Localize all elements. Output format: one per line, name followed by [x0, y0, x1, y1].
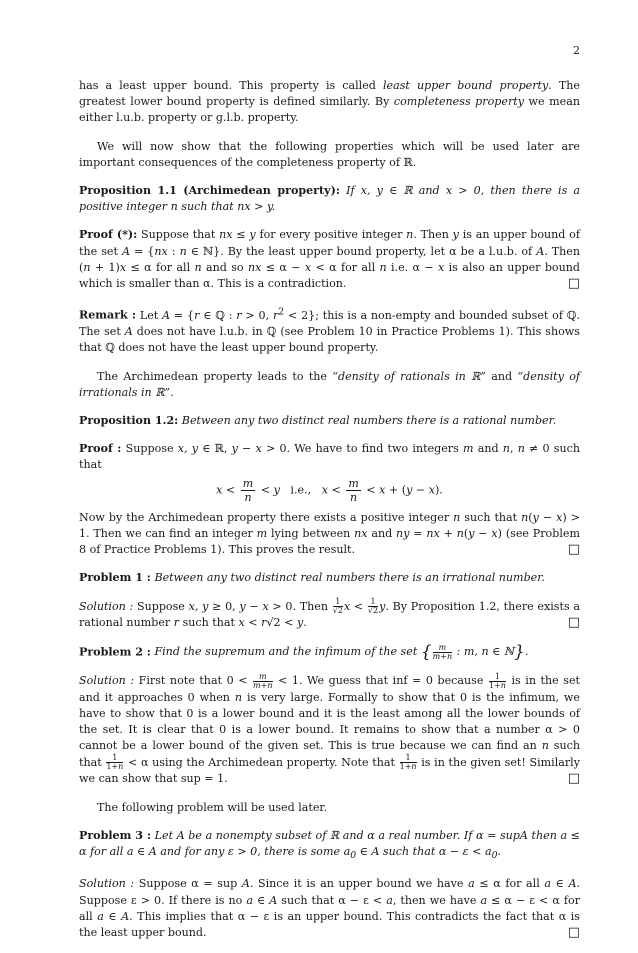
solution-3 — [79, 876, 580, 941]
proposition-1-2 — [79, 413, 580, 429]
problem-1-statement: Between any two distinct real numbers there is an irrational number. — [154, 571, 545, 585]
remark-body: Let A = {r ∈ ℚ : r > 0, $r^2 < 2$}; this is a non-empty and bounded subset of ℚ. The set A does not have l.u.b. in ℚ (see Problem 10 in Practice Problems 1). This shows that ℚ does not have the least upper bound property. — [79, 306, 580, 355]
paragraph-following: The following problem will be used later. — [97, 800, 328, 814]
proof-prop-1-2-intro — [79, 441, 580, 473]
proof-prop-1-2-rest — [79, 510, 580, 559]
proposition-1-1-label: Proposition 1.1 (Archimedean property): — [79, 184, 340, 198]
problem-3-statement: Let A be a nonempty subset of ℝ and α a real number. If α = supA then a ≤ α for all a ∈ A and for any ε > 0, there is some $a_0$ ∈ A such that $\alpha - \varepsilon < a_0$. — [79, 828, 580, 862]
qed-symbol: □ — [567, 276, 580, 292]
problem-3-label: Problem 3 : — [79, 828, 152, 842]
qed-symbol: □ — [567, 615, 580, 631]
paragraph-lub-property: has a least upper bound. This property is called least upper bound property. The greatest lower bound property is defined similarly. By completeness property we mean either l.u.b. property or g.l.b. property. — [79, 79, 580, 125]
solution-2 — [79, 673, 580, 788]
page-content — [79, 78, 580, 953]
page-number: 2 — [573, 44, 580, 57]
display-inequality: x < $\frac{m}{n}$ < y i.e., x < $\frac{m}{n}$ < x + (y − x). — [216, 476, 443, 504]
problem-3 — [79, 828, 580, 865]
proof-label: Proof : — [79, 442, 122, 456]
paragraph-consequences: We will now show that the following properties which will be used later are important consequences of the completeness property of ℝ. — [79, 139, 580, 169]
qed-symbol: □ — [567, 771, 580, 787]
solution-1-text: Solution : Suppose x, y ≥ 0, y − x > 0. Then $\frac{1}{√2}$ x < $\frac{1}{√2}$ y. By Proposition 1.2, there exists a rational number r such that x < r√2 < y. — [79, 597, 580, 630]
proof-rest-text: Now by the Archimedean property there exists a positive integer n such that n(y − x) > 1. Then we can find an integer m lying between nx and ny = nx + n(y − x) (see Problem 8 of Practice Problems 1). This proves the result. — [79, 510, 581, 556]
proof-star-body: Suppose that nx ≤ y for every positive integer n. Then y is an upper bound of the set A = {nx : n ∈ ℕ}. By the least upper bound property, let α be a l.u.b. of A. Then (n + 1)x ≤ α for all n and so nx ≤ α − x < α for all n i.e. α − x is also an upper bound which is smaller than α. This is a contradiction. — [79, 228, 581, 291]
proposition-1-2-statement: Between any two distinct real numbers there is a rational number. — [181, 413, 557, 427]
problem-1 — [79, 570, 580, 586]
paragraph-density: The Archimedean property leads to the “density of rationals in ℝ” and “density of irrationals in ℝ”. — [79, 369, 580, 399]
proof-star-label: Proof (*): — [79, 228, 138, 242]
qed-symbol: □ — [567, 925, 580, 941]
solution-3-text: Solution : Suppose α = sup A. Since it is an upper bound we have a ≤ α for all a ∈ A. Suppose ε > 0. If there is no a ∈ A such that α − ε < a, then we have a ≤ α − ε < α for all a ∈ A. This implies that α − ε is an upper bound. This contradicts the fact that α is the least upper bound. — [79, 877, 580, 940]
qed-symbol: □ — [567, 541, 580, 557]
remark-label: Remark : — [79, 308, 136, 322]
problem-2-label: Problem 2 : — [79, 645, 151, 659]
proposition-1-1-statement: If x, y ∈ ℝ and x > 0, then there is a positive integer n such that nx > y. — [79, 184, 581, 214]
proposition-1-2-label: Proposition 1.2: — [79, 413, 179, 427]
proof-archimedean — [79, 227, 580, 292]
solution-2-text: Solution : First note that 0 < $\frac{m}{m+n}$ < 1. We guess that inf = 0 because $\frac{1}{1+n}$ is in the set and it approaches 0 when n is very large. Formally to show that 0 is the infimum, we have to show that 0 is a lower bound and it is the least among all the lower bounds of the set. It is clear that 0 is a lower bound. It remains to show that a number α > 0 cannot be a lower bound of the given set. This is true because we can find an n such that $\frac{1}{1+n}$ < α using the Archimedean property. Note that $\frac{1}{1+n}$ is in the given set! Similarly we can show that sup = 1. — [79, 671, 580, 786]
proof-intro-text: Suppose x, y ∈ ℝ, y − x > 0. We have to find two integers m and n, n ≠ 0 such that — [79, 442, 581, 472]
problem-2 — [79, 644, 580, 661]
remark — [79, 304, 580, 356]
problem-1-label: Problem 1 : — [79, 571, 151, 585]
problem-2-statement: Find the supremum and the infimum of the set { $\frac{m}{m+n}$ : m, n ∈ ℕ}. — [154, 642, 529, 663]
solution-1 — [79, 598, 580, 631]
proposition-1-1 — [79, 183, 580, 215]
